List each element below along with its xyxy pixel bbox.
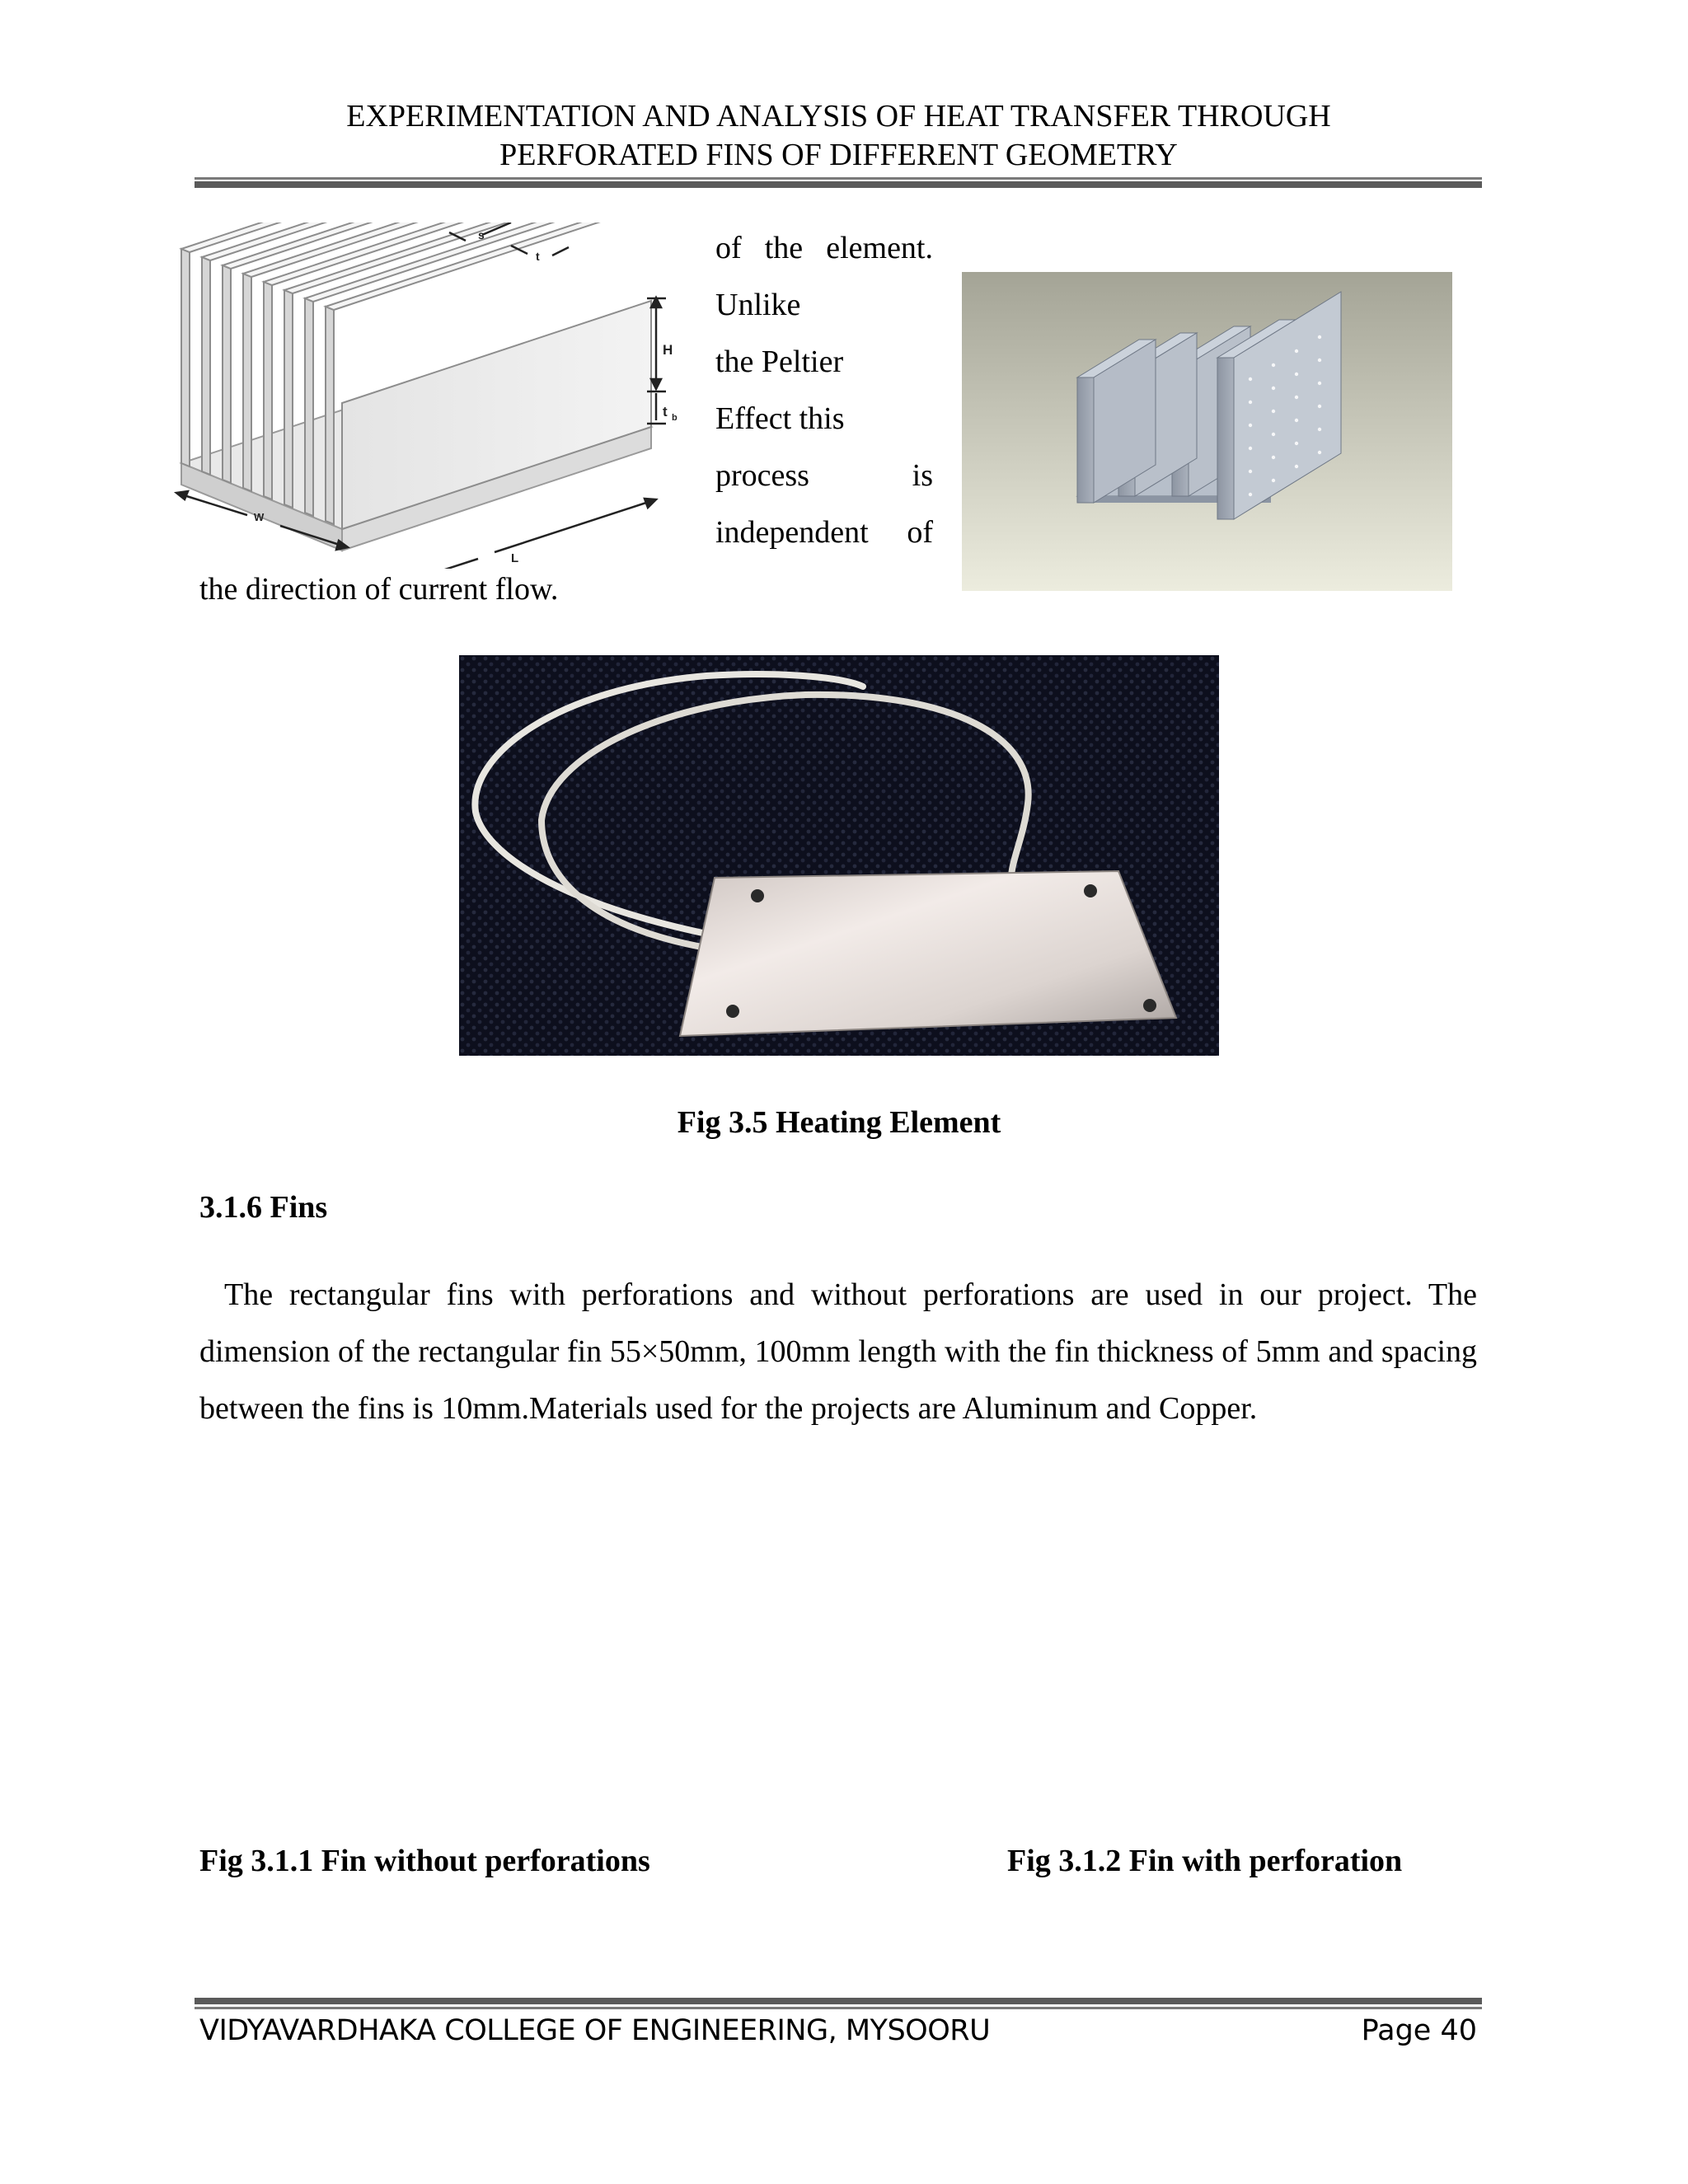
wrap-line-3: the Peltier — [715, 344, 844, 379]
heatsink-fin — [326, 307, 334, 524]
wrap-word: is — [912, 458, 933, 493]
perforation-hole — [1272, 410, 1275, 413]
wrap-line-1 — [715, 232, 933, 289]
wrap-line-7: the direction of current flow. — [199, 572, 559, 607]
perforation-hole — [1272, 363, 1275, 367]
dim-label-s: s — [478, 228, 485, 241]
footer-rule-thin — [195, 2007, 1482, 2009]
heatsink-fin — [202, 257, 210, 475]
heatsink-fin — [181, 249, 190, 466]
perforation-hole — [1295, 373, 1298, 376]
dim-label-tb: t — [663, 404, 668, 419]
footer-page-number: Page 40 — [1361, 2014, 1477, 2047]
perforation-hole — [1272, 479, 1275, 482]
fig-3-1-2-caption: Fig 3.1.2 Fin with perforation — [1007, 1844, 1403, 1878]
dim-label-tb-sub: b — [672, 413, 678, 423]
perforation-hole — [1318, 335, 1321, 339]
perforation-hole — [1295, 442, 1298, 445]
header-title-line-1: EXPERIMENTATION AND ANALYSIS OF HEAT TRANSFER THROUGH — [346, 99, 1331, 134]
perforation-hole — [1249, 470, 1252, 473]
dim-label-l: L — [511, 551, 519, 565]
heatsink-fin — [305, 298, 313, 516]
dim-label-w: W — [254, 511, 265, 523]
heatsink-fin — [243, 274, 251, 491]
perforation-hole — [1249, 401, 1252, 404]
perforation-hole — [1272, 433, 1275, 436]
perforation-hole — [1318, 359, 1321, 362]
header-rule-thick — [195, 181, 1482, 188]
perforation-hole — [1249, 377, 1252, 381]
section-heading: 3.1.6 Fins — [199, 1190, 328, 1225]
heatsink-diagram — [165, 223, 701, 569]
wrap-word: of — [715, 231, 742, 265]
wrap-word: element. — [826, 231, 933, 265]
wrap-line-4: Effect this — [715, 401, 845, 436]
perforation-hole — [1272, 456, 1275, 459]
wrap-text-block — [715, 232, 933, 574]
footer-college: VIDYAVARDHAKA COLLEGE OF ENGINEERING, MYSOORU — [199, 2014, 991, 2047]
perforation-hole — [1295, 465, 1298, 468]
perforation-hole — [1318, 451, 1321, 454]
perforation-hole — [1295, 396, 1298, 399]
wrap-word: the — [764, 231, 804, 265]
perforation-hole — [1295, 349, 1298, 353]
heating-element-photo — [459, 655, 1219, 1056]
page-header-title — [190, 97, 1488, 175]
wrap-word: of — [907, 515, 933, 550]
dim-label-t: t — [536, 250, 540, 263]
dim-label-h: H — [663, 342, 673, 358]
perforation-hole — [1318, 428, 1321, 431]
wrap-word: process — [715, 458, 809, 493]
perforation-hole — [1318, 382, 1321, 385]
perforation-hole — [1249, 493, 1252, 496]
footer-rule-thick — [195, 1998, 1482, 2004]
fig-3-5-caption: Fig 3.5 Heating Element — [677, 1105, 1001, 1140]
perforated-fin-render — [962, 272, 1452, 591]
section-paragraph — [199, 1267, 1477, 1437]
heatsink-fin — [223, 265, 231, 483]
perforation-hole — [1272, 387, 1275, 390]
header-title-line-2: PERFORATED FINS OF DIFFERENT GEOMETRY — [499, 138, 1178, 172]
perforation-hole — [1295, 419, 1298, 422]
perforation-hole — [1318, 405, 1321, 408]
heatsink-fin — [284, 290, 293, 508]
wrap-line-5 — [715, 460, 933, 517]
wrap-line-2: Unlike — [715, 288, 801, 322]
wrap-word: independent — [715, 515, 869, 550]
heatsink-fin — [264, 282, 272, 499]
section-paragraph-text: The rectangular fins with perforations and without perforations are used in our project. The dimension of the rectangular fin 55×50mm, 100mm length with the fin thickness of 5mm and spacing between the fins is 10mm.Materials used for the projects are Aluminum and Copper. — [199, 1277, 1477, 1426]
perforation-hole — [1249, 424, 1252, 427]
fig-3-1-1-caption: Fig 3.1.1 Fin without perforations — [199, 1844, 650, 1878]
perforation-hole — [1249, 447, 1252, 450]
header-rule-thin — [195, 177, 1482, 180]
wrap-line-6 — [715, 517, 933, 574]
